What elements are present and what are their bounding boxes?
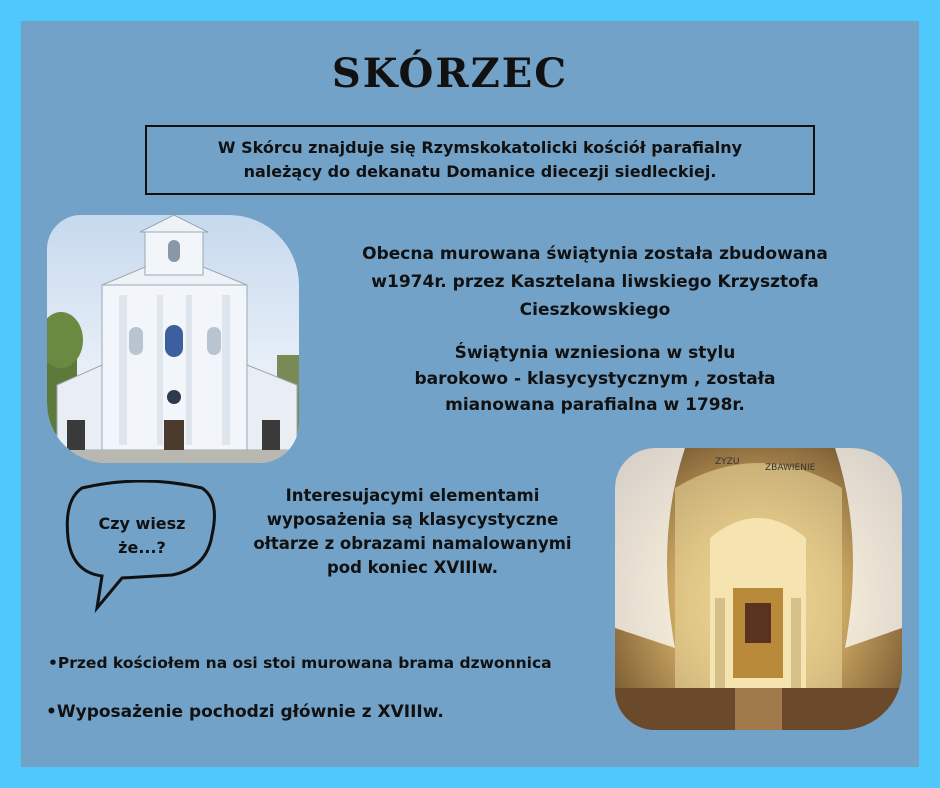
church-interior-illustration bbox=[615, 448, 902, 730]
interior-inscription-left: ZYZU bbox=[715, 457, 740, 467]
style-line-3: mianowana parafialna w 1798r. bbox=[445, 395, 745, 415]
church-exterior-illustration bbox=[47, 215, 299, 463]
intro-line-2: należący do dekanatu Domanice diecezji siedleckiej. bbox=[243, 162, 717, 181]
history-paragraph bbox=[325, 240, 865, 324]
bullet-bell-gate: •Przed kościołem na osi stoi murowana brama dzwonnica bbox=[48, 654, 552, 672]
intro-line-1: W Skórcu znajduje się Rzymskokatolicki kościół parafialny bbox=[217, 138, 743, 157]
bubble-line-1: Czy wiesz bbox=[98, 514, 186, 533]
bullet-furnishings: •Wyposażenie pochodzi głównie z XVIIIw. bbox=[46, 702, 444, 722]
style-paragraph bbox=[360, 340, 830, 418]
history-line-2: w1974r. przez Kasztelana liwskiego Krzysztofa bbox=[371, 272, 819, 292]
history-line-1: Obecna murowana świątynia została zbudowana bbox=[362, 244, 828, 264]
interior-paragraph bbox=[230, 484, 595, 580]
style-line-2: barokowo - klasycystycznym , została bbox=[414, 369, 776, 389]
interior-line-2: wyposażenia są klasycystyczne bbox=[266, 510, 559, 529]
intro-box bbox=[145, 125, 815, 195]
church-exterior-photo bbox=[47, 215, 299, 463]
page-title: SKÓRZEC bbox=[331, 50, 569, 97]
bubble-text bbox=[72, 512, 212, 560]
style-line-1: Świątynia wzniesiona w stylu bbox=[454, 343, 736, 363]
interior-line-4: pod koniec XVIIIw. bbox=[326, 558, 499, 577]
history-line-3: Cieszkowskiego bbox=[519, 300, 671, 320]
church-interior-photo bbox=[615, 448, 902, 730]
interior-line-1: Interesujacymi elementami bbox=[285, 486, 540, 505]
bubble-line-2: że...? bbox=[118, 538, 166, 557]
interior-line-3: ołtarze z obrazami namalowanymi bbox=[253, 534, 572, 553]
interior-inscription-right: ZBAWIENIE bbox=[765, 463, 816, 473]
